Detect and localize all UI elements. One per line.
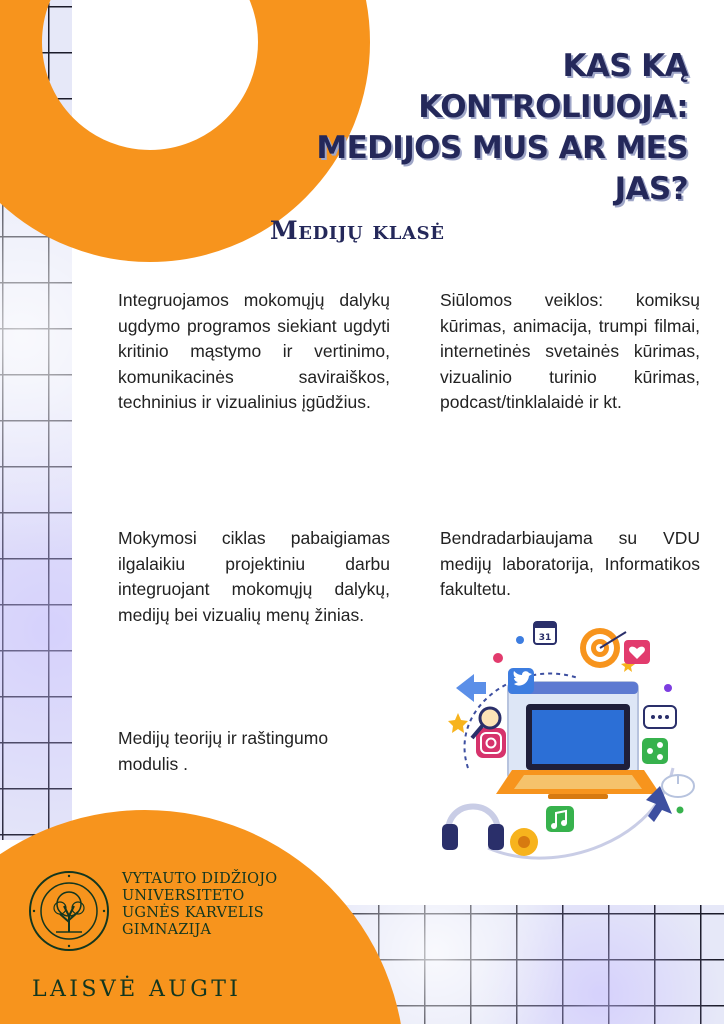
school-name-line: UGNĖS KARVELIS <box>122 905 264 921</box>
mouse-icon <box>662 775 694 797</box>
chat-icon <box>644 706 676 728</box>
headphones-icon <box>442 807 538 857</box>
paragraph-integration: Integruojamos mokomųjų dalykų ugdymo programos siekiant ugdyti kritinio mąstymo ir vertinimo, komunikacinės saviraiškos, techninius ir vizualinius įgūdžius. <box>118 290 390 412</box>
section-subtitle: Medijų klasė <box>270 216 445 245</box>
title-line: KONTROLIUOJA: <box>418 89 688 125</box>
school-name-line: GIMNAZIJA <box>122 922 212 938</box>
heart-icon <box>624 640 650 664</box>
star-icon <box>448 713 468 733</box>
title-line: MEDIJOS MUS AR MES <box>316 130 688 166</box>
instagram-icon <box>476 728 506 758</box>
target-icon <box>580 628 626 668</box>
arrow-left-icon <box>456 674 486 702</box>
paragraph-activities: Siūlomos veiklos: komiksų kūrimas, animacija, trumpi filmai, internetinės svetainės kūrimas, vizualinio turinio kūrimas, podcast/tinklalaidė ir kt. <box>440 290 700 412</box>
title-line: KAS KĄ <box>562 48 688 84</box>
school-seal-logo <box>28 870 110 952</box>
school-name-line: UNIVERSITETO <box>122 888 245 904</box>
title-line: JAS? <box>614 171 688 207</box>
calendar-day: 31 <box>538 633 552 643</box>
media-illustration <box>428 618 698 880</box>
twitter-icon <box>508 668 534 694</box>
paragraph-collaboration: Bendradarbiaujama su VDU medijų laboratorija, Informatikos fakultetu. <box>440 528 700 599</box>
paragraph-learning-cycle: Mokymosi ciklas pabaigiamas ilgalaikiu projektiniu darbu integruojant mokomųjų dalykų, medijų bei vizualių menų žinias. <box>118 528 390 625</box>
music-icon <box>546 806 574 832</box>
calendar-icon <box>534 622 556 644</box>
share-icon <box>642 738 668 764</box>
paragraph-module: Medijų teorijų ir raštingumo modulis . <box>118 728 329 774</box>
school-name-line: VYTAUTO DIDŽIOJO <box>122 871 278 887</box>
school-motto: LAISVĖ AUGTI <box>32 977 242 1002</box>
page-title <box>268 46 688 210</box>
school-name <box>122 871 322 939</box>
